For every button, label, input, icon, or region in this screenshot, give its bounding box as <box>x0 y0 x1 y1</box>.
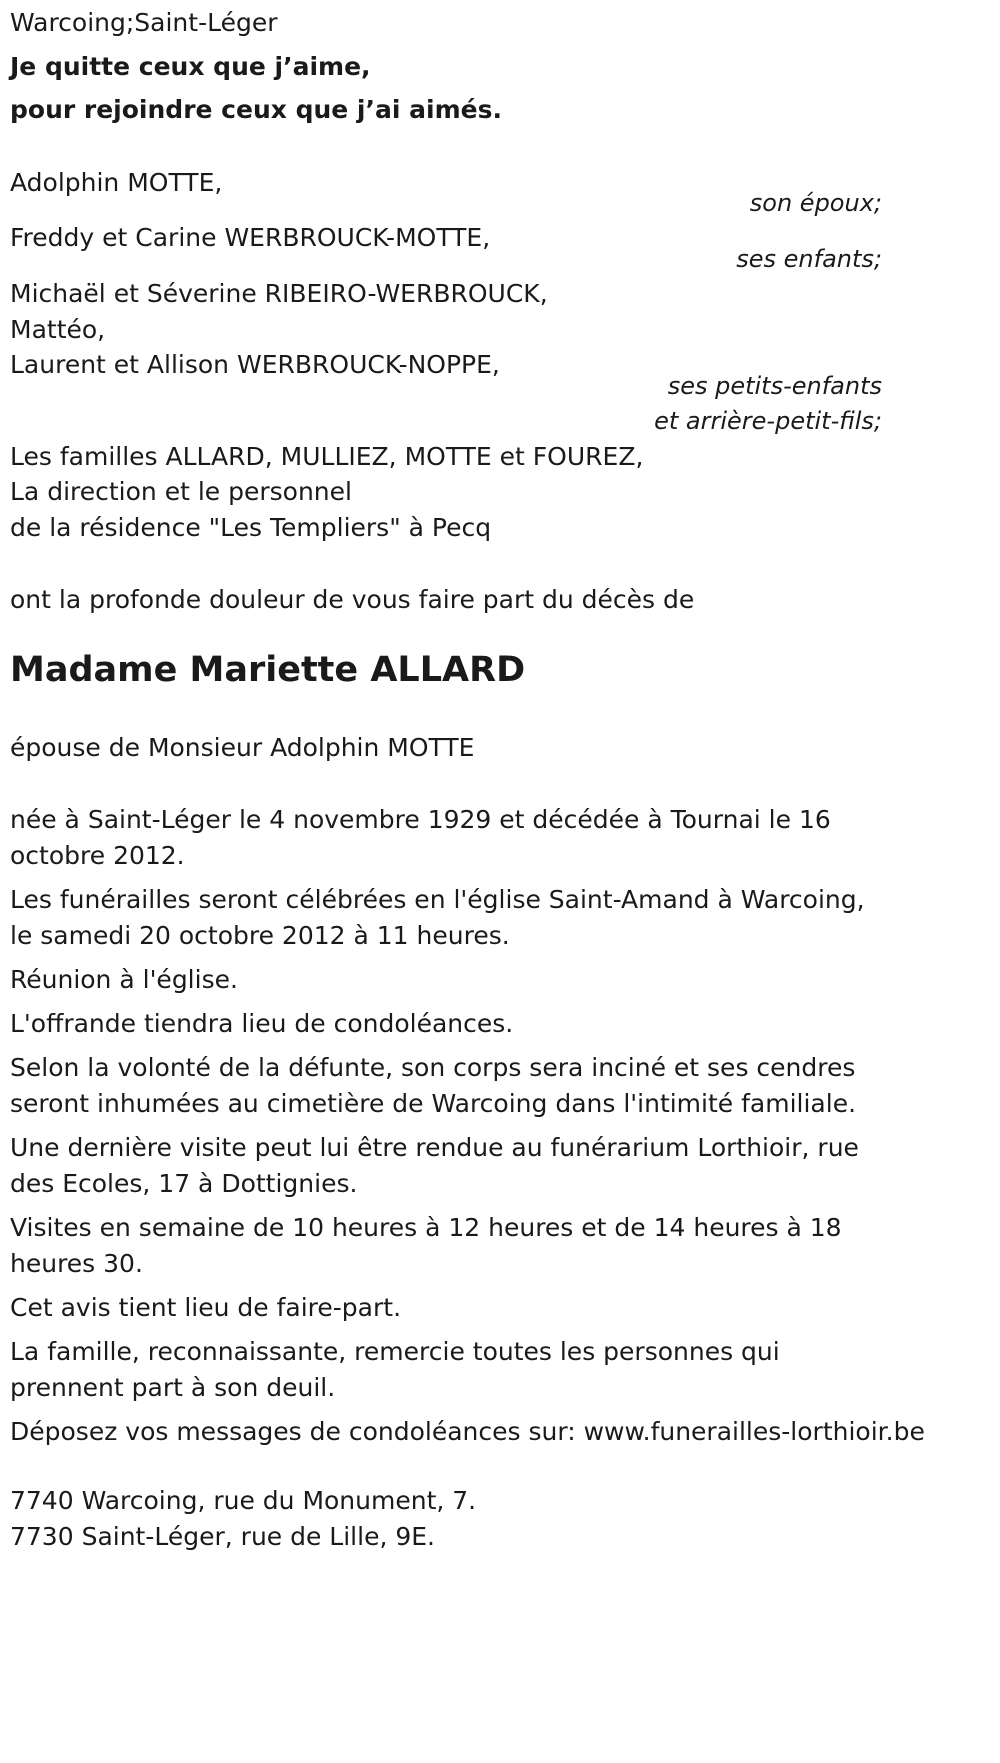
grandchildren-line-1: Michaël et Séverine RIBEIRO-WERBROUCK, <box>10 279 548 308</box>
children-role: ses enfants; <box>736 245 882 273</box>
residence-staff-line-1: La direction et le personnel <box>10 477 352 506</box>
spouse-name: Adolphin MOTTE, <box>10 168 223 197</box>
notice-note: Cet avis tient lieu de faire-part. <box>10 1293 402 1322</box>
residence-staff-line-2: de la résidence "Les Templiers" à Pecq <box>10 513 492 542</box>
grandchildren-line-2: Mattéo, <box>10 315 106 344</box>
address-saint-leger: 7730 Saint-Léger, rue de Lille, 9E. <box>10 1522 435 1551</box>
visit-location: Une dernière visite peut lui être rendue au funérarium Lorthioir, rue des Ecoles, 17 à Dottignies. <box>10 1133 859 1198</box>
spouse-of: épouse de Monsieur Adolphin MOTTE <box>10 733 475 762</box>
quote-line-1: Je quitte ceux que j’aime, <box>10 52 371 81</box>
meeting-place: Réunion à l'église. <box>10 965 238 994</box>
cremation-note: Selon la volonté de la défunte, son corps sera inciné et ses cendres seront inhumées au cimetière de Warcoing dans l'intimité familiale. <box>10 1053 857 1118</box>
thanks-note: La famille, reconnaissante, remercie toutes les personnes qui prennent part à son deuil. <box>10 1337 780 1402</box>
spouse-role: son époux; <box>749 189 882 217</box>
visit-hours: Visites en semaine de 10 heures à 12 heures et de 14 heures à 18 heures 30. <box>10 1213 842 1278</box>
children-name: Freddy et Carine WERBROUCK-MOTTE, <box>10 223 491 252</box>
announcement-intro: ont la profonde douleur de vous faire part du décès de <box>10 585 695 614</box>
funeral-details: Les funérailles seront célébrées en l'église Saint-Amand à Warcoing, le samedi 20 octobre 2012 à 11 heures. <box>10 885 865 950</box>
condolences-website: Déposez vos messages de condoléances sur: www.funerailles-lorthioir.be <box>10 1417 925 1446</box>
location-header: Warcoing;Saint-Léger <box>10 8 278 37</box>
offering-note: L'offrande tiendra lieu de condoléances. <box>10 1009 514 1038</box>
address-warcoing: 7740 Warcoing, rue du Monument, 7. <box>10 1486 477 1515</box>
grandchildren-role-1: ses petits-enfants <box>667 372 882 400</box>
deceased-name: Madame Mariette ALLARD <box>10 650 526 690</box>
quote-line-2: pour rejoindre ceux que j’ai aimés. <box>10 95 502 124</box>
grandchildren-role-2: et arrière-petit-fils; <box>654 407 882 435</box>
details-block <box>10 802 925 1458</box>
birth-death-dates: née à Saint-Léger le 4 novembre 1929 et décédée à Tournai le 16 octobre 2012. <box>10 805 831 870</box>
other-families: Les familles ALLARD, MULLIEZ, MOTTE et FOUREZ, <box>10 442 644 471</box>
grandchildren-line-3: Laurent et Allison WERBROUCK-NOPPE, <box>10 350 500 379</box>
